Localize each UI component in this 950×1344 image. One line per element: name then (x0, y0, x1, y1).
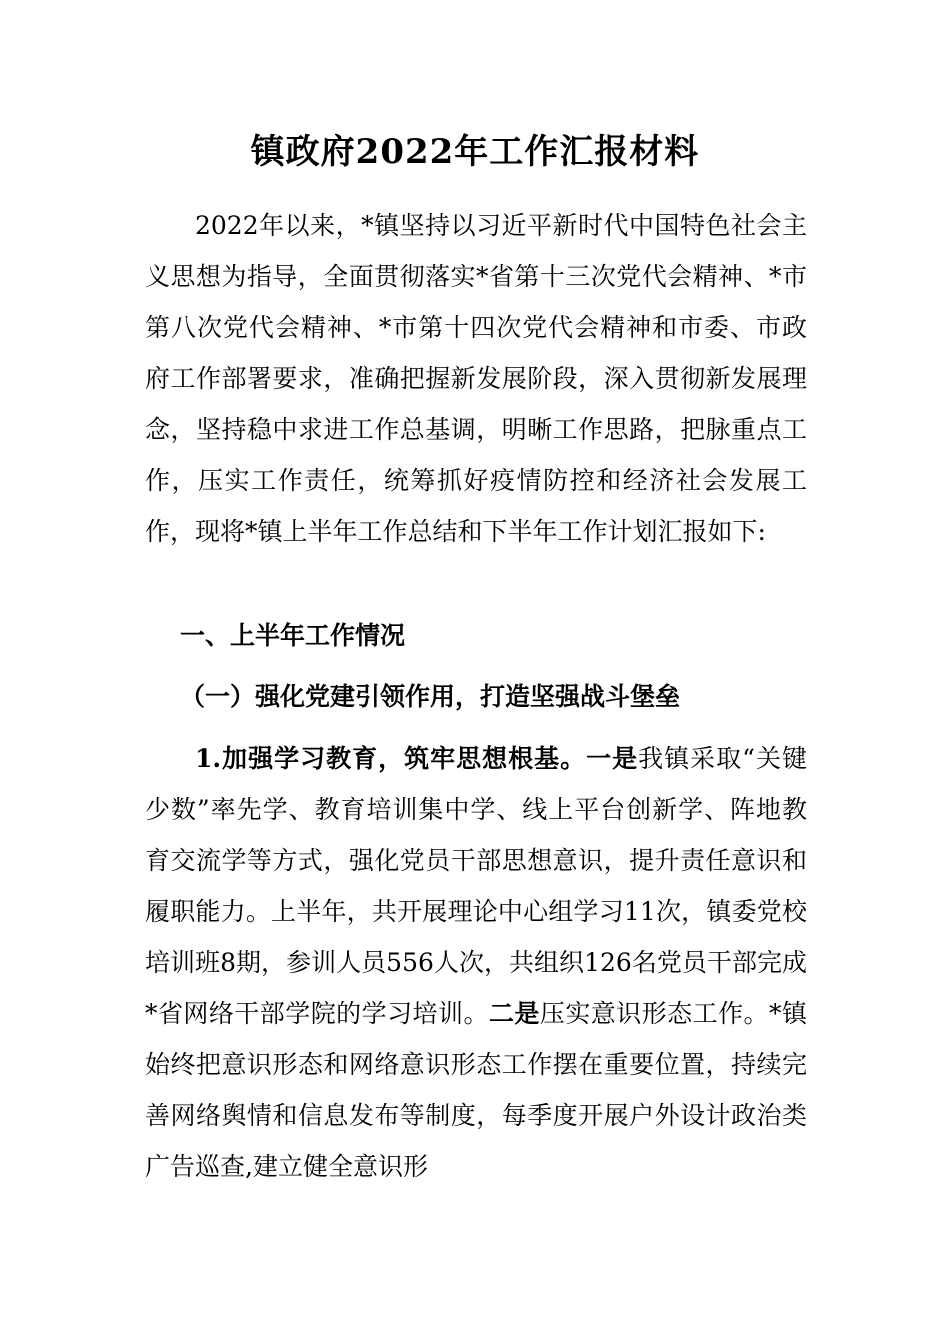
first-marker: 一是 (586, 744, 639, 773)
first-text: 我镇采取“关键少数”率先学、教育培训集中学、线上平台创新学、阵地教育交流学等方式，强化党员干部思想意识，提升责任意识和履职能力。上半年，共开展理论中心组学习11次，镇委党校培训班8期，参训人员556人次，共组织126名党员干部完成*省网络干部学院的学习培训。 (145, 744, 807, 1028)
item-lead: 1.加强学习教育，筑牢思想根基。 (195, 744, 587, 773)
document-title: 镇政府2022年工作汇报材料 (250, 132, 700, 172)
second-marker: 二是 (488, 999, 540, 1028)
subsection-heading: （一）强化党建引领作用，打造坚强战斗堡垒 (180, 682, 681, 711)
section-heading: 一、上半年工作情况 (180, 621, 406, 650)
item-paragraph (145, 733, 807, 1192)
intro-paragraph: 2022年以来，*镇坚持以习近平新时代中国特色社会主义思想为指导，全面贯彻落实*省第十三次党代会精神、*市第八次党代会精神、*市第十四次党代会精神和市委、市政府工作部署要求，准确把握新发展阶段，深入贯彻新发展理念，坚持稳中求进工作总基调，明晰工作思路，把脉重点工作，压实工作责任，统筹抓好疫情防控和经济社会发展工作，现将*镇上半年工作总结和下半年工作计划汇报如下: (145, 211, 807, 546)
second-text: 压实意识形态工作。*镇始终把意识形态和网络意识形态工作摆在重要位置，持续完善网络舆情和信息发布等制度，每季度开展户外设计政治类广告巡查,建立健全意识形 (145, 999, 807, 1181)
